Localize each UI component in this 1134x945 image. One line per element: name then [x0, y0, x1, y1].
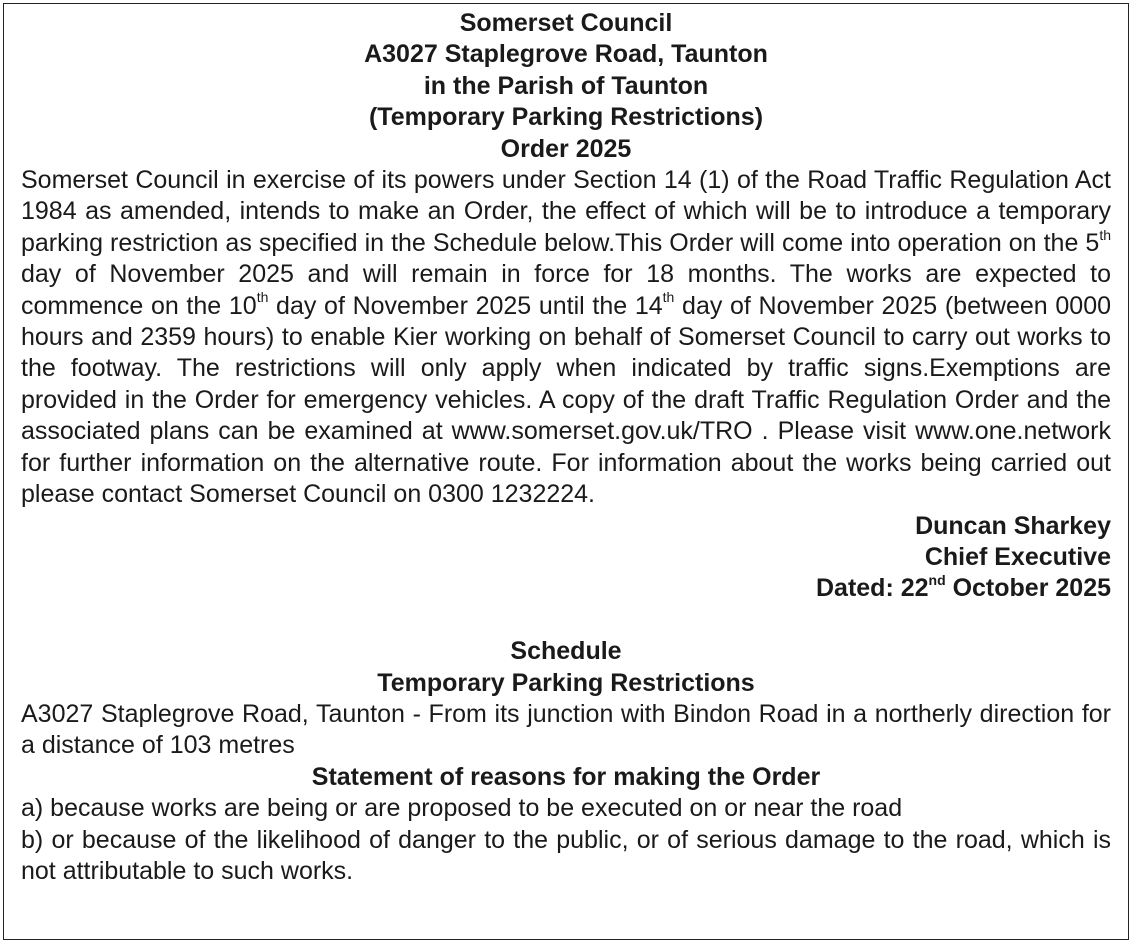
notice-title-parish: in the Parish of Taunton	[423, 71, 709, 100]
notice-title-restriction-type: (Temporary Parking Restrictions)	[368, 103, 764, 132]
notice-title-order: Order 2025	[500, 134, 632, 163]
body-superscript-1: th	[1099, 226, 1111, 243]
body-text-part-1: Somerset Council in exercise of its powers under Section 14 (1) of the Road Traffic Regulation Act 1984 as amended, intends to make an Order, the effect of which will be to introduce a temporary parking restriction as specified in the Schedule below.This Order will come into operation on the 5	[21, 166, 1111, 257]
notice-title-council: Somerset Council	[459, 9, 673, 37]
body-superscript-2: th	[256, 289, 269, 306]
signature-date	[21, 573, 1111, 604]
reason-a: a) because works are being or are proposed to be executed on or near the road	[21, 794, 903, 823]
body-text-part-2: day of November 2025 and will remain in force for 18 months. The works are expected to commence on the 10	[21, 260, 1111, 320]
public-notice	[3, 3, 1129, 940]
reasons-heading: Statement of reasons for making the Order	[311, 762, 821, 791]
notice-title-road: A3027 Staplegrove Road, Taunton	[364, 40, 768, 69]
signatory-title: Chief Executive	[924, 542, 1111, 571]
schedule-text: A3027 Staplegrove Road, Taunton - From its junction with Bindon Road in a northerly direction for a distance of 103 metres	[21, 699, 1111, 760]
schedule-subheading: Temporary Parking Restrictions	[377, 668, 755, 697]
section-spacer	[21, 605, 1111, 636]
body-text-part-3: day of November 2025 until the 14	[268, 291, 663, 320]
date-prefix: Dated: 22	[815, 574, 929, 603]
reason-b: b) or because of the likelihood of danger to the public, or of serious damage to the road, which is not attributable to such works.	[21, 825, 1111, 885]
date-suffix: October 2025	[945, 574, 1111, 603]
body-text-part-4: day of November 2025 (between 0000 hours and 2359 hours) to enable Kier working on behalf of Somerset Council to carry out works to the footway. The restrictions will only apply when indicated by traffic signs.Exemptions are provided in the Order for emergency vehicles. A copy of the draft Traffic Regulation Order and the associated plans can be examined at www.somerset.gov.uk/TRO . Please visit www.one.network for further information on the alternative route. For information about the works being carried out please contact Somerset Council on 0300 1232224.	[21, 291, 1111, 509]
date-superscript: nd	[928, 571, 946, 588]
notice-body-paragraph	[21, 165, 1111, 510]
schedule-heading: Schedule	[510, 637, 622, 666]
body-superscript-3: th	[662, 289, 675, 306]
signatory-name: Duncan Sharkey	[915, 511, 1111, 540]
